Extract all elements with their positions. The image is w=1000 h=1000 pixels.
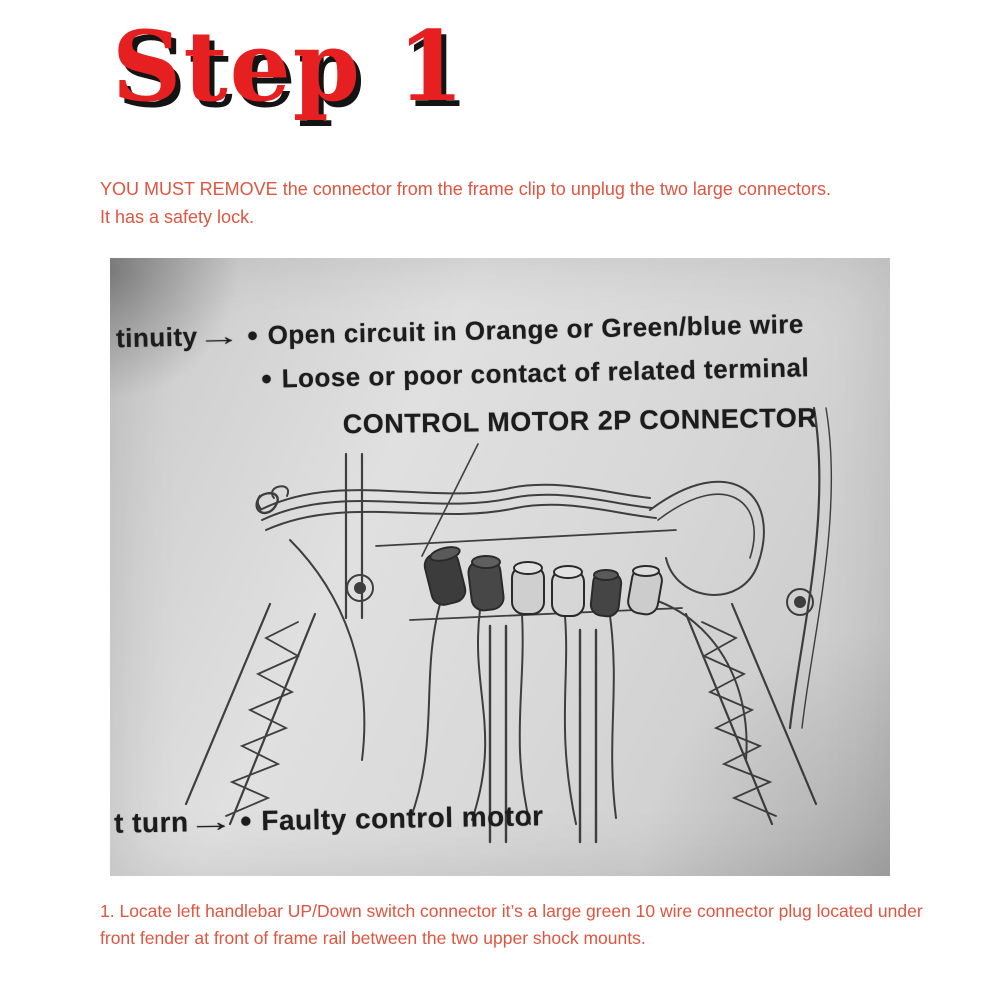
diagram-image (110, 258, 890, 876)
intro-text (100, 176, 940, 232)
diagram-label-turn: t turn (113, 806, 189, 839)
bullet-icon: • (246, 317, 259, 353)
bullet-icon: • (239, 802, 253, 839)
intro-line-1: YOU MUST REMOVE the connector from the frame clip to unplug the two large connectors. (100, 179, 831, 199)
diagram-bullet1-text: Open circuit in Orange or Green/blue wire (267, 308, 805, 351)
bullet-icon: • (260, 361, 273, 396)
footer-note: 1. Locate left handlebar UP/Down switch connector it’s a large green 10 wire connector plug located under front fender at front of frame rail between the two upper shock mounts. (100, 901, 923, 949)
diagram-bottom-bullet-text: Faulty control motor (261, 800, 544, 837)
arrow-icon: → (186, 805, 236, 838)
diagram-heading: CONTROL MOTOR 2P CONNECTOR (342, 402, 818, 440)
step-title: Step 1 (112, 10, 467, 123)
diagram-label-continuity: tinuity (115, 321, 198, 354)
arrow-icon: → (195, 320, 242, 352)
diagram-bullet2-text: Loose or poor contact of related terminal (281, 352, 810, 394)
intro-line-2: It has a safety lock. (100, 206, 255, 227)
